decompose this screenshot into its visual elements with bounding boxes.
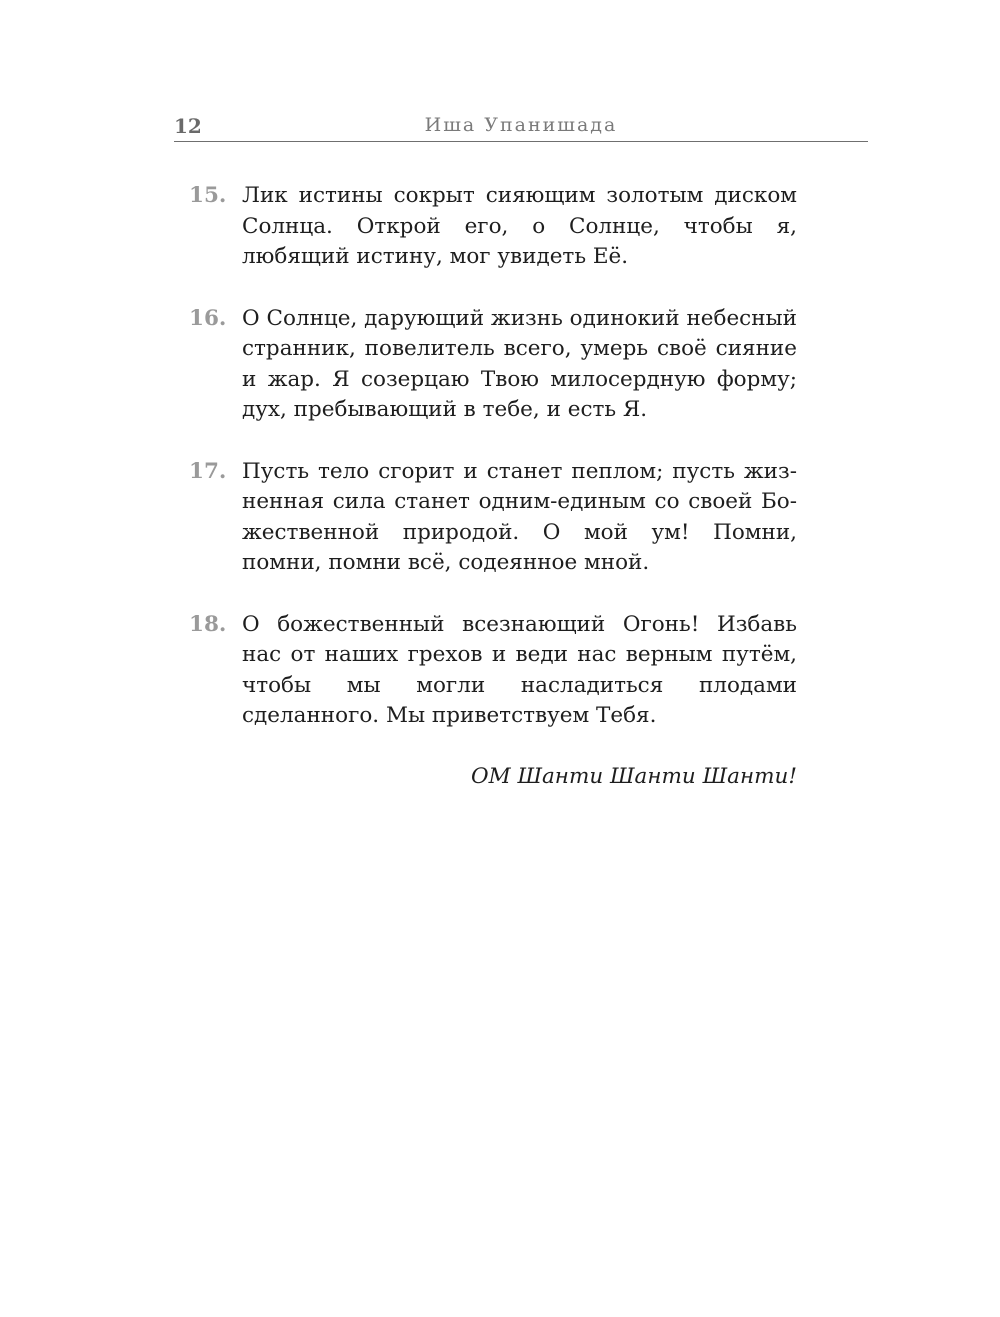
- verse-list: [189, 181, 797, 763]
- verse-text: О Солнце, дарующий жизнь одинокий небесный странник, повелитель всего, умерь своё сияние и жар. Я созерцаю Твою милосердную форму; дух, пребывающий в тебе, и есть Я.: [242, 305, 797, 422]
- running-title: Иша Упанишада: [424, 114, 618, 136]
- verse-16: [189, 304, 797, 426]
- verse-number: 18.: [189, 611, 227, 637]
- verse-number: 17.: [189, 458, 227, 484]
- running-header: [174, 110, 868, 142]
- verse-text: О божественный всезнающий Огонь! Избавь нас от наших грехов и веди нас верным путём, чтобы мы могли насладиться плодами сделанного. Мы приветствуем Тебя.: [242, 611, 797, 728]
- page-number: 12: [174, 114, 202, 138]
- verse-15: [189, 181, 797, 273]
- closing-invocation: ОМ Шанти Шанти Шанти!: [470, 764, 797, 789]
- verse-number: 15.: [189, 183, 227, 208]
- verse-18: [189, 610, 797, 732]
- verse-text: Лик истины сокрыт сияющим золотым диском Солнца. Открой его, о Солнце, чтобы я, любящий истину, мог увидеть Её.: [242, 183, 797, 269]
- verse-number: 16.: [189, 305, 227, 331]
- verse-text: Пусть тело сгорит и станет пеплом; пусть жизненная сила станет одним-единым со своей Божественной природой. О мой ум! Помни, помни, помни всё, содеянное мной.: [242, 458, 797, 575]
- verse-17: [189, 457, 797, 579]
